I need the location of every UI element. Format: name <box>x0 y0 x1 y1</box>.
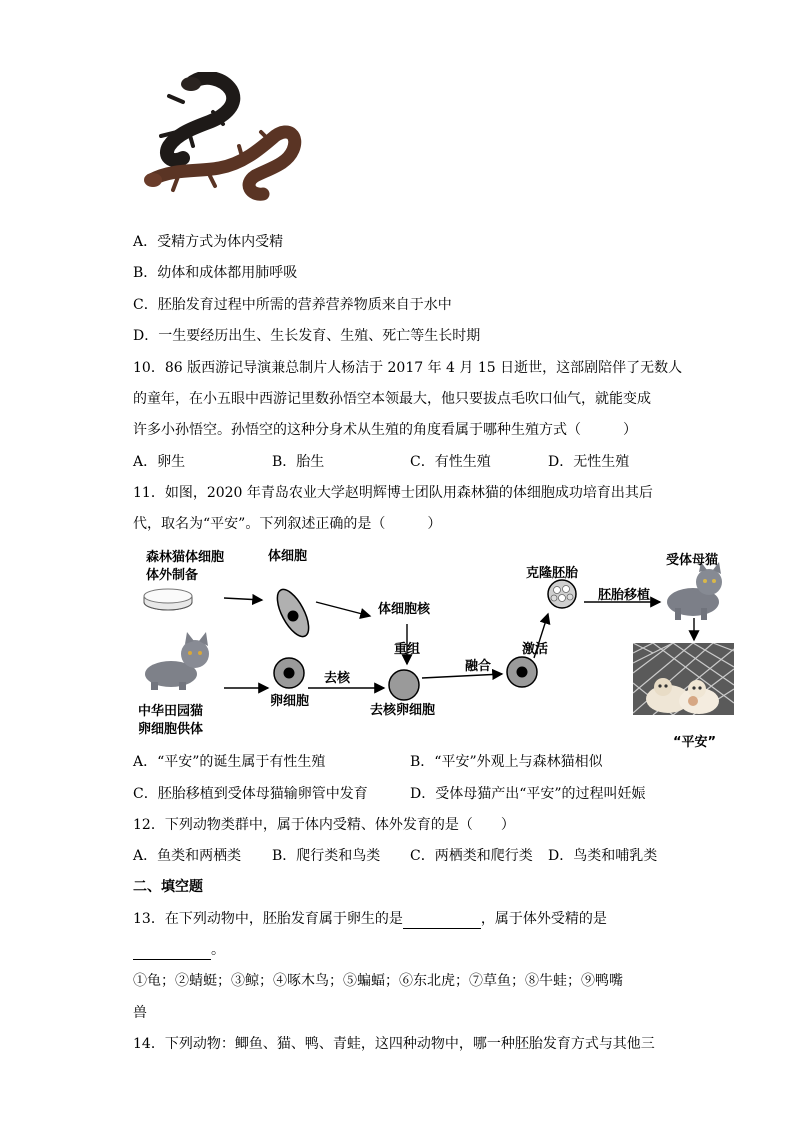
kittens-photo <box>633 643 734 715</box>
q13-text-end: 。 <box>211 942 225 958</box>
fused-cell-shape <box>507 657 537 687</box>
q12-option-a: A．鱼类和两栖类 <box>133 848 242 864</box>
label-egg-donor: 卵细胞供体 <box>138 722 204 737</box>
q11-option-c: C．胚胎移植到受体母猫输卵管中发育 <box>133 786 368 802</box>
label-embryo-transfer: 胚胎移植 <box>598 588 651 603</box>
q12-option-c: C．两栖类和爬行类 <box>410 848 533 864</box>
cloned-embryo-shape <box>548 580 576 608</box>
q13-animal-list-cont: 兽 <box>133 1005 147 1021</box>
cloning-diagram <box>0 540 794 750</box>
q10-option-d: D．无性生殖 <box>548 454 630 470</box>
egg-cell-shape <box>274 658 304 688</box>
label-donor-cat: 中华田园猫 <box>138 704 204 719</box>
forest-cat-photo <box>661 560 729 622</box>
label-recombine: 重组 <box>394 642 421 657</box>
q10-option-b: B．胎生 <box>272 454 325 470</box>
enucleated-egg-shape <box>389 670 419 700</box>
label-activate: 激活 <box>522 642 549 657</box>
label-somatic-nucleus: 体细胞核 <box>378 602 431 617</box>
q9-option-b: B．幼体和成体都用肺呼吸 <box>133 265 298 281</box>
label-somatic-cell: 体细胞 <box>268 549 308 564</box>
q13-blank-2[interactable] <box>133 943 211 960</box>
q12-option-b: B．爬行类和鸟类 <box>272 848 381 864</box>
label-in-vitro-prep: 体外制备 <box>146 568 199 583</box>
q9-option-a: A．受精方式为体内受精 <box>133 234 284 250</box>
q13-blank-1[interactable] <box>403 912 481 929</box>
q13-animal-list: ①龟；②蜻蜓；③鲸；④啄木鸟；⑤蝙蝠；⑥东北虎；⑦草鱼；⑧牛蛙；⑨鸭嘴 <box>133 973 623 989</box>
label-enucleated-egg: 去核卵细胞 <box>370 703 436 718</box>
q11-stem-line2: 代，取名为“平安”。下列叙述正确的是（ ） <box>133 516 442 532</box>
label-cloned-embryo: 克隆胚胎 <box>526 566 579 581</box>
q9-option-d: D．一生要经历出生、生长发育、生殖、死亡等生长时期 <box>133 328 481 344</box>
donor-cat-photo <box>143 632 217 692</box>
q13-text-a: 13．在下列动物中，胚胎发育属于卵生的是 <box>133 911 403 927</box>
label-recipient-cat: 受体母猫 <box>666 553 719 568</box>
label-forest-cat-somatic: 森林猫体细胞 <box>146 550 225 565</box>
label-pingan: “平安” <box>673 735 717 750</box>
q12-option-d: D．鸟类和哺乳类 <box>548 848 658 864</box>
q10-stem-line1: 10．86 版西游记导演兼总制片人杨洁于 2017 年 4 月 15 日逝世，这部剧陪伴了无数人 <box>133 360 683 376</box>
label-egg-cell: 卵细胞 <box>270 694 310 709</box>
label-fusion: 融合 <box>465 659 492 674</box>
q10-stem-line3: 许多小孙悟空。孙悟空的这种分身术从生殖的角度看属于哪种生殖方式（ ） <box>133 422 637 438</box>
q10-option-c: C．有性生殖 <box>410 454 491 470</box>
q13-stem-line1 <box>133 909 607 929</box>
q13-stem-line2 <box>133 940 225 960</box>
q11-stem-line1: 11．如图，2020 年青岛农业大学赵明辉博士团队用森林猫的体细胞成功培育出其后 <box>133 485 653 501</box>
q12-stem: 12．下列动物类群中，属于体内受精、体外发育的是（ ） <box>133 817 515 833</box>
q11-option-d: D．受体母猫产出“平安”的过程叫妊娠 <box>410 786 646 802</box>
q10-option-a: A．卵生 <box>133 454 186 470</box>
q9-option-c: C．胚胎发育过程中所需的营养营养物质来自于水中 <box>133 297 452 313</box>
section-fill-in-title: 二、填空题 <box>133 879 203 895</box>
q10-stem-line2: 的童年，在小五眼中西游记里数孙悟空本领最大，他只要拔点毛吹口仙气，就能变成 <box>133 391 651 407</box>
petri-dish <box>144 589 192 610</box>
salamander-photo <box>143 72 303 214</box>
q13-text-b: ，属于体外受精的是 <box>480 911 607 927</box>
somatic-cell-shape <box>271 585 315 641</box>
q11-option-b: B．“平安”外观上与森林猫相似 <box>410 754 603 770</box>
q14-stem-line1: 14．下列动物：鲫鱼、猫、鸭、青蛙，这四种动物中，哪一种胚胎发育方式与其他三 <box>133 1036 655 1052</box>
label-enucleate: 去核 <box>324 671 351 686</box>
q11-option-a: A．“平安”的诞生属于有性生殖 <box>133 754 326 770</box>
